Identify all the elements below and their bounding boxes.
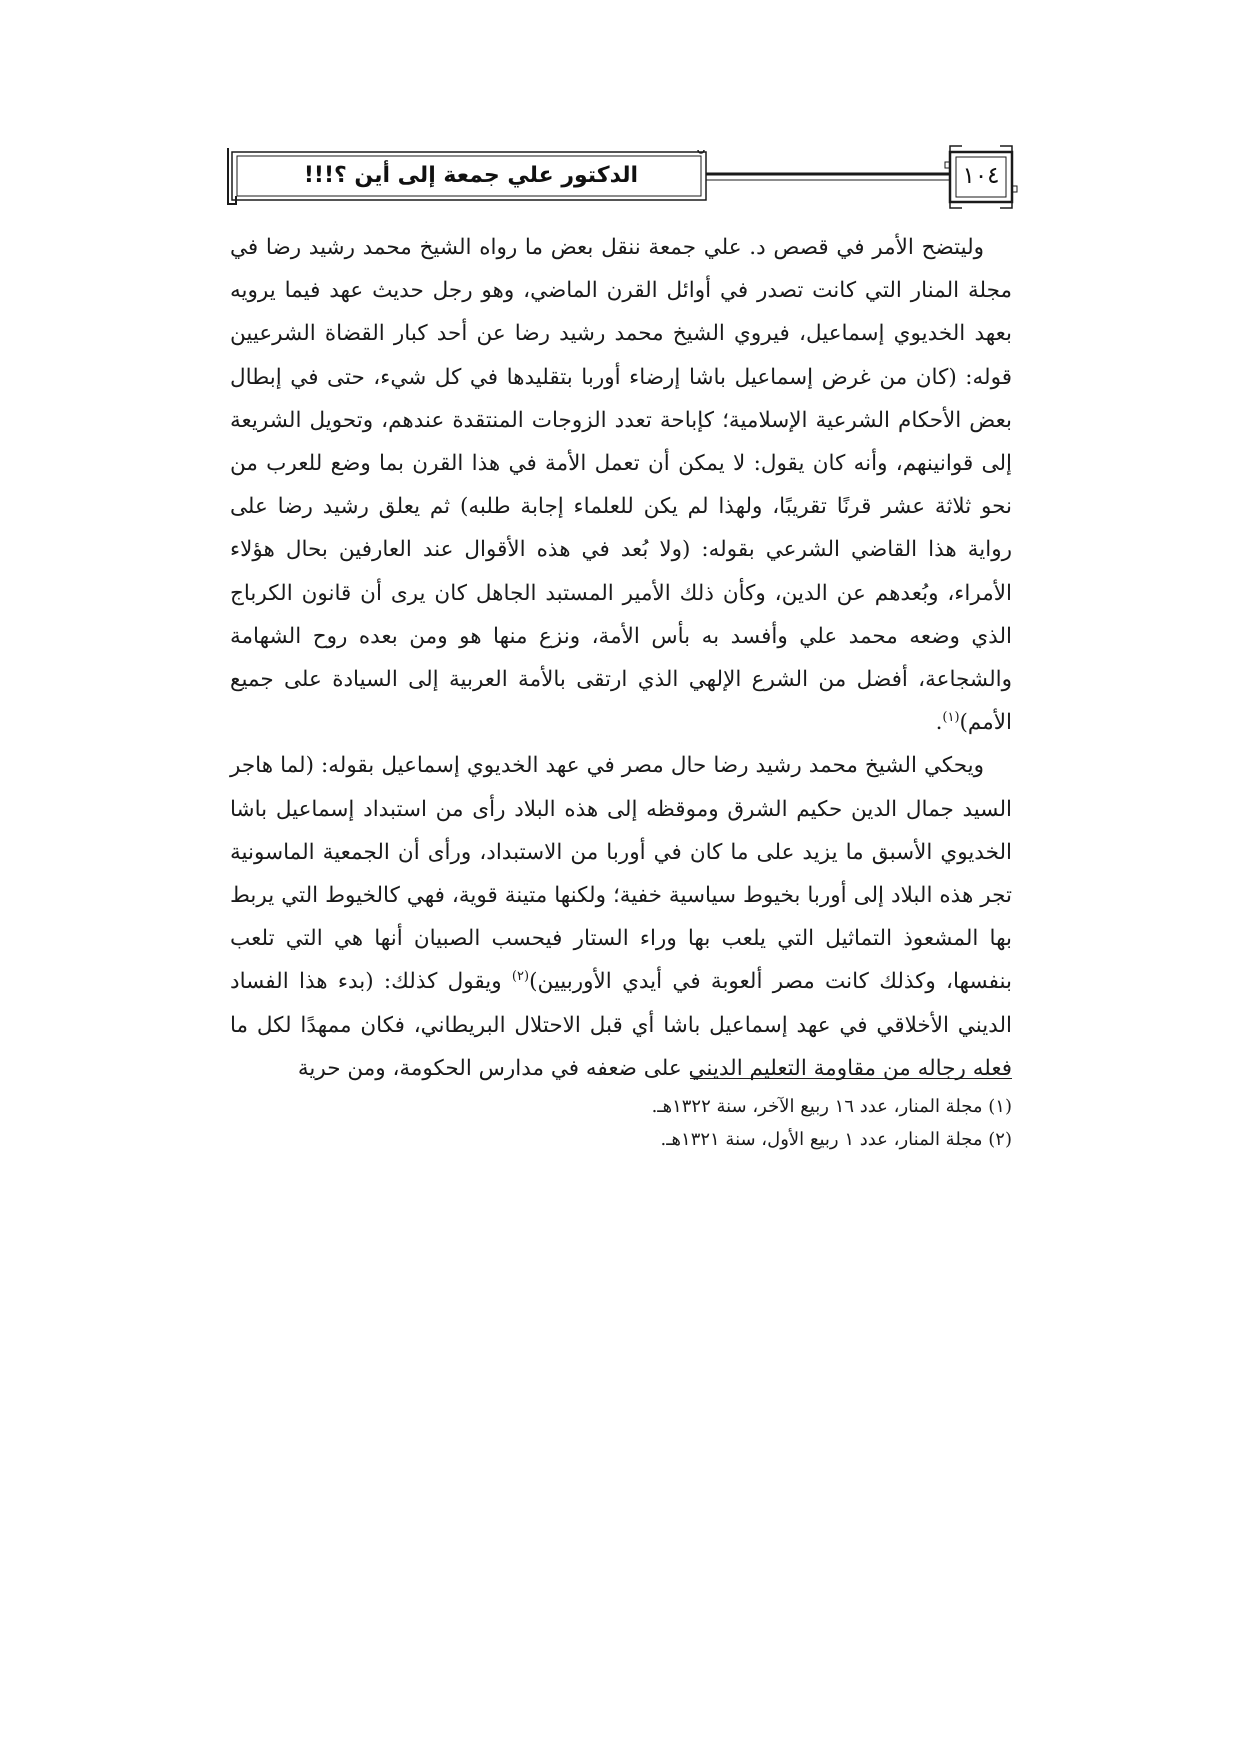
paragraph-1-text: وليتضح الأمر في قصص د. علي جمعة ننقل بعض ما رواه الشيخ محمد رشيد رضا في مجلة المنار التي كانت تصدر في أوائل القرن الماضي، وهو رجل حديث عهد فيما يرويه بعهد الخديوي إسماعيل، فيروي الشيخ محمد رشيد رضا عن أحد كبار القضاة الشرعيين قوله: (كان من غرض إسماعيل باشا إرضاء أوربا بتقليدها في كل شيء، حتى في إبطال بعض الأحكام الشرعية الإسلامية؛ كإباحة تعدد الزوجات المنتقدة عندهم، وتحويل الشريعة إلى قوانينهم، وأنه كان يقول: لا يمكن أن تعمل الأمة في هذا القرن بما وضع للعرب من نحو ثلاثة عشر قرنًا تقريبًا، ولهذا لم يكن للعلماء إجابة طلبه) ثم يعلق رشيد رضا على رواية هذا القاضي الشرعي بقوله: (ولا بُعد في هذه الأقوال عند العارفين بحال هؤلاء الأمراء، وبُعدهم عن الدين، وكأن ذلك الأمير المستبد الجاهل كان يرى أن قانون الكرباج الذي وضعه محمد علي وأفسد به بأس الأمة، ونزع منها هو ومن بعده روح الشهامة والشجاعة، أفضل من الشرع الإلهي الذي ارتقى بالأمة العربية إلى السيادة على جميع الأمم) <box>230 235 1012 736</box>
footnote-1: (١) مجلة المنار، عدد ١٦ ربيع الآخر، سنة ١٣٢٢هـ. <box>651 1096 1012 1117</box>
page-number: ١٠٤ <box>962 163 1000 189</box>
footnotes <box>230 1090 1012 1156</box>
footnote-2: (٢) مجلة المنار، عدد ١ ربيع الأول، سنة ١٣٢١هـ. <box>660 1129 1012 1150</box>
footnote-ref-1: (١) <box>942 710 960 726</box>
paragraph-2 <box>230 744 1012 1090</box>
paragraph-2-text-b: ويقول كذلك: (بدء هذا الفساد الديني الأخلاقي في عهد إسماعيل باشا أي قبل الاحتلال البريطاني، فكان ممهدًا لكل ما فعله رجاله من مقاومة التعليم الديني على ضعفه في مدارس الحكومة، ومن حرية <box>230 969 1012 1081</box>
footnote-ref-2: (٢) <box>511 969 530 985</box>
paragraph-1-end: . <box>935 710 943 736</box>
running-title: الدكتور علي جمعة إلى أين ؟!!! <box>303 163 639 188</box>
paragraph-1 <box>230 226 1012 744</box>
page-header <box>222 146 1017 208</box>
paragraph-2-text-a: ويحكي الشيخ محمد رشيد رضا حال مصر في عهد الخديوي إسماعيل بقوله: (لما هاجر السيد جمال الدين حكيم الشرق وموقظه إلى هذه البلاد رأى من استبداد إسماعيل باشا الخديوي الأسبق ما يزيد على ما كان في أوربا من الاستبداد، ورأى أن الجمعية الماسونية تجر هذه البلاد إلى أوربا بخيوط سياسية خفية؛ ولكنها متينة قوية، فهي كالخيوط التي يربط بها المشعوذ التماثيل التي يلعب بها وراء الستار فيحسب الصبيان أنها هي التي تلعب بنفسها، وكذلك كانت مصر ألعوبة في أيدي الأوربيين) <box>230 753 1012 995</box>
footnote-divider <box>690 1078 1012 1079</box>
main-text <box>230 226 1012 1081</box>
